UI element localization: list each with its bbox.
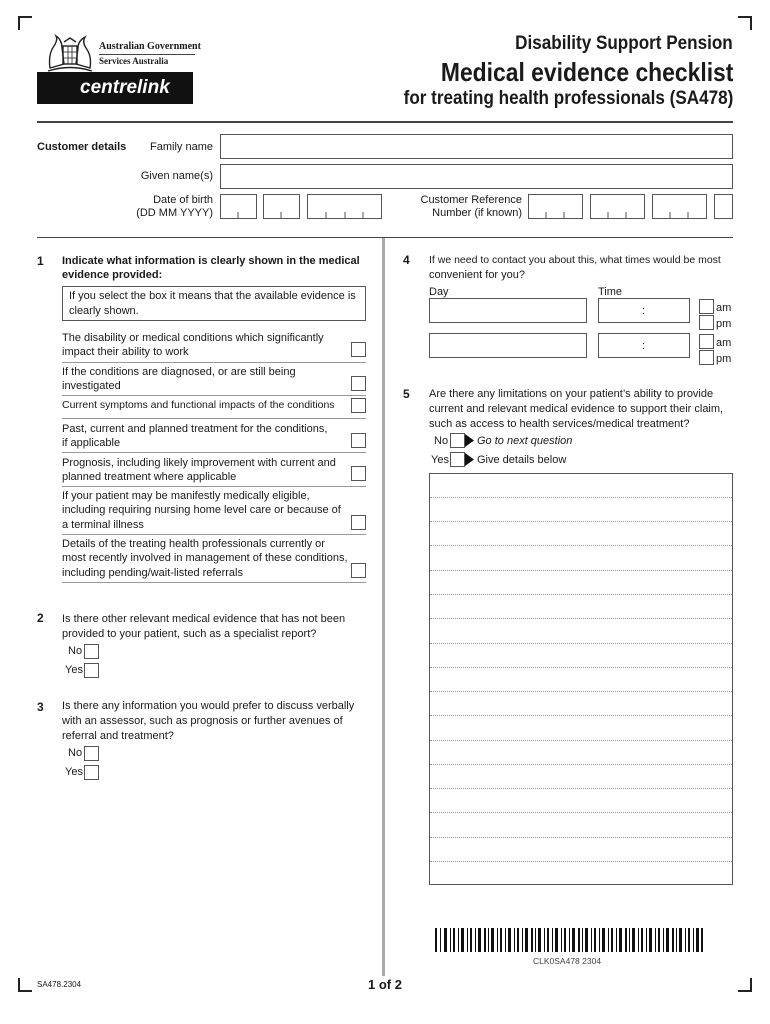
barcode-bar [646, 928, 647, 952]
barcode-bar [497, 928, 498, 952]
q4-time-label: Time [598, 286, 623, 298]
barcode-bar [701, 928, 703, 952]
q4-am-label-2: am [716, 337, 732, 349]
q2-number: 2 [37, 611, 44, 625]
title-audience: for treating health professionals [403, 88, 665, 109]
barcode-bar [688, 928, 690, 952]
q4-time-separator-1: : [642, 305, 646, 317]
q4-am-checkbox-1[interactable] [699, 299, 714, 314]
q1-item-divider [62, 486, 366, 487]
details-line [430, 643, 732, 644]
q1-item-line3: including pending/wait-listed referrals [62, 567, 243, 579]
barcode-bar [641, 928, 643, 952]
q2-yes-label: Yes [65, 664, 83, 676]
barcode-bar [599, 928, 600, 952]
q1-item-line2: most recently involved in management of these conditions, [62, 552, 348, 564]
barcode-bar [525, 928, 528, 952]
given-names-field[interactable] [220, 164, 733, 189]
q1-item-line3: a terminal illness [62, 519, 144, 531]
barcode-bar [564, 928, 566, 952]
q1-item-line1: Details of the treating health professionals currently or [62, 538, 325, 550]
crop-mark-bottom-left [18, 978, 32, 992]
q3-no-label: No [68, 747, 83, 759]
q1-item-divider [62, 418, 366, 419]
barcode-text: CLK0SA478 2304 [533, 956, 602, 966]
barcode-bar [461, 928, 464, 952]
q1-item-divider [62, 395, 366, 396]
q3-yes-checkbox[interactable] [84, 765, 99, 780]
barcode-bar [625, 928, 627, 952]
q4-pm-checkbox-1[interactable] [699, 315, 714, 330]
details-line [430, 497, 732, 498]
q3-question-line2: with an assessor, such as prognosis or further avenues of [62, 715, 343, 727]
details-line [430, 594, 732, 595]
crop-mark-bottom-right [738, 978, 752, 992]
customer-divider [37, 237, 733, 238]
barcode-bar [696, 928, 699, 952]
centrelink-brand: centrelink [80, 77, 170, 98]
barcode-bar [693, 928, 694, 952]
q4-day-field-2[interactable] [429, 333, 587, 358]
details-line [430, 812, 732, 813]
q1-item-line2: planned treatment where applicable [62, 471, 237, 483]
barcode-bar [478, 928, 481, 952]
barcode-bar [591, 928, 592, 952]
barcode-bar [602, 928, 605, 952]
details-line [430, 788, 732, 789]
barcode-bar [685, 928, 686, 952]
details-line [430, 618, 732, 619]
barcode-bar [484, 928, 486, 952]
barcode-bar [440, 928, 441, 952]
barcode-bar [522, 928, 523, 952]
barcode-bar [672, 928, 674, 952]
q2-no-checkbox[interactable] [84, 644, 99, 659]
barcode-bar [616, 928, 617, 952]
barcode-bar [552, 928, 553, 952]
q1-item-line1: If the conditions are diagnosed, or are still being [62, 366, 296, 378]
q4-pm-label-2: pm [716, 353, 732, 365]
q1-item-divider [62, 582, 366, 583]
form-title: Medical evidence checklist [440, 57, 733, 87]
details-line [430, 691, 732, 692]
dob-label-2: (DD MM YYYY) [136, 207, 213, 219]
q1-question-line1: Indicate what information is clearly shown in the medical [62, 255, 360, 267]
q3-yes-label: Yes [65, 766, 83, 778]
q4-question-line1: If we need to contact you about this, what times would be most [429, 254, 721, 266]
q5-details-field[interactable] [429, 473, 733, 885]
q4-question-line2: convenient for you? [429, 269, 526, 281]
barcode-bar [470, 928, 472, 952]
q2-question-line1: Is there other relevant medical evidence that has not been [62, 613, 346, 625]
barcode-bar [585, 928, 588, 952]
details-line [430, 861, 732, 862]
q1-item-checkbox[interactable] [351, 466, 366, 481]
barcode-bar [569, 928, 570, 952]
barcode-bar [435, 928, 437, 952]
q5-no-instruction: Go to next question [477, 435, 573, 447]
q4-time-separator-2: : [642, 340, 646, 352]
crop-mark-top-right [738, 16, 752, 30]
form-subtitle: Disability Support Pension [515, 33, 733, 54]
q1-note-line2: clearly shown. [69, 305, 139, 317]
q3-no-checkbox[interactable] [84, 746, 99, 761]
form-title-line3 [403, 88, 733, 110]
details-line [430, 545, 732, 546]
family-name-label: Family name [150, 141, 213, 153]
q1-item-checkbox[interactable] [351, 563, 366, 578]
barcode-bar [538, 928, 541, 952]
q4-pm-checkbox-2[interactable] [699, 350, 714, 365]
q1-note-line1: If you select the box it means that the available evidence is [69, 290, 356, 302]
barcode-bar [594, 928, 596, 952]
barcode-bar [655, 928, 656, 952]
barcode-bar [467, 928, 468, 952]
barcode-bar [555, 928, 558, 952]
q1-item-divider [62, 452, 366, 453]
barcode-bar [544, 928, 545, 952]
barcode-bar [572, 928, 575, 952]
barcode-bar [666, 928, 669, 952]
crn-field[interactable] [528, 194, 734, 220]
coat-of-arms-icon [44, 34, 96, 74]
details-line [430, 521, 732, 522]
details-line [430, 740, 732, 741]
q5-question-line2: current and relevant medical evidence to support their claim, [429, 403, 724, 415]
q4-pm-label-1: pm [716, 318, 732, 330]
details-line [430, 715, 732, 716]
dob-field[interactable] [220, 194, 384, 220]
barcode-bar [491, 928, 494, 952]
q1-item-divider [62, 362, 366, 363]
given-names-label: Given name(s) [140, 170, 213, 182]
details-line [430, 667, 732, 668]
q5-yes-checkbox[interactable] [450, 452, 475, 467]
crop-mark-top-left [18, 16, 32, 30]
barcode-bar [547, 928, 549, 952]
details-line [430, 837, 732, 838]
q1-question-line2: evidence provided: [62, 269, 163, 281]
logo-divider [99, 54, 195, 55]
q1-item-divider [62, 534, 366, 535]
page-number: 1 of 2 [368, 977, 402, 992]
q5-no-label: No [434, 435, 449, 447]
q2-no-label: No [68, 645, 83, 657]
barcode-bar [638, 928, 639, 952]
q3-question-line3: referral and treatment? [62, 730, 174, 742]
barcode-bar [508, 928, 511, 952]
q5-number: 5 [403, 387, 410, 401]
q5-no-checkbox[interactable] [450, 433, 475, 448]
form-code: (SA478) [669, 88, 733, 109]
q5-yes-label: Yes [431, 454, 449, 466]
q4-day-field-1[interactable] [429, 298, 587, 323]
barcode-bar [679, 928, 682, 952]
barcode-bar [632, 928, 635, 952]
q5-yes-instruction: Give details below [477, 454, 567, 466]
q5-question-line1: Are there any limitations on your patient’s ability to provide [429, 388, 714, 400]
q1-item-line1: The disability or medical conditions which significantly [62, 332, 324, 344]
barcode-bar [475, 928, 476, 952]
barcode-bar [676, 928, 677, 952]
government-name: Australian Government [99, 41, 201, 52]
barcode-bar [450, 928, 451, 952]
family-name-field[interactable] [220, 134, 733, 159]
header-divider [37, 121, 733, 123]
customer-details-heading: Customer details [37, 141, 127, 153]
column-divider [382, 238, 385, 976]
barcode-bar [444, 928, 447, 952]
q1-item-checkbox[interactable] [351, 433, 366, 448]
barcode-bar [517, 928, 519, 952]
barcode-bar [535, 928, 536, 952]
q5-question-line3: such as access to health services/medical treatment? [429, 418, 690, 430]
agency-name: Services Australia [99, 56, 169, 66]
dob-label-1: Date of birth [153, 194, 213, 206]
barcode-bar [531, 928, 533, 952]
barcode-bar [619, 928, 622, 952]
q1-item-line1: If your patient may be manifestly medically eligible, [62, 490, 310, 502]
q1-number: 1 [37, 254, 44, 268]
q1-item-checkbox[interactable] [351, 342, 366, 357]
q1-item-line2: impact their ability to work [62, 346, 189, 358]
q1-item-line1: Current symptoms and functional impacts of the conditions [62, 399, 335, 411]
q1-item-line1: Past, current and planned treatment for the conditions, [62, 423, 328, 435]
q4-number: 4 [403, 253, 410, 267]
barcode-bar [453, 928, 455, 952]
q1-item-line2: if applicable [62, 437, 121, 449]
barcode-bar [500, 928, 502, 952]
form-version: SA478.2304 [37, 980, 82, 989]
q1-item-checkbox[interactable] [351, 515, 366, 530]
q2-yes-checkbox[interactable] [84, 663, 99, 678]
barcode-bar [663, 928, 664, 952]
q1-item-line1: Prognosis, including likely improvement with current and [62, 457, 336, 469]
barcode-bar [514, 928, 515, 952]
q3-question-line1: Is there any information you would prefer to discuss verbally [62, 700, 355, 712]
details-line [430, 570, 732, 571]
q2-question-line2: provided to your patient, such as a specialist report? [62, 628, 317, 640]
barcode-bar [608, 928, 609, 952]
crn-label-2: Number (if known) [432, 207, 522, 219]
barcode-bar [561, 928, 562, 952]
crn-label-1: Customer Reference [420, 194, 522, 206]
details-line [430, 764, 732, 765]
barcode-bar [629, 928, 630, 952]
q1-item-checkbox[interactable] [351, 376, 366, 391]
barcode-bar [505, 928, 506, 952]
barcode-bar [658, 928, 660, 952]
q3-number: 3 [37, 700, 44, 714]
q1-item-line2: including requiring nursing home level care or because of [62, 504, 341, 516]
q4-day-label: Day [429, 286, 449, 298]
barcode-bar [458, 928, 459, 952]
q4-am-label-1: am [716, 302, 732, 314]
barcode-bar [578, 928, 580, 952]
q4-am-checkbox-2[interactable] [699, 334, 714, 349]
q1-item-line2: investigated [62, 380, 121, 392]
barcode-bar [649, 928, 652, 952]
barcode-bar [488, 928, 489, 952]
barcode-bar [611, 928, 613, 952]
barcode-bar [582, 928, 583, 952]
q1-item-checkbox[interactable] [351, 398, 366, 413]
